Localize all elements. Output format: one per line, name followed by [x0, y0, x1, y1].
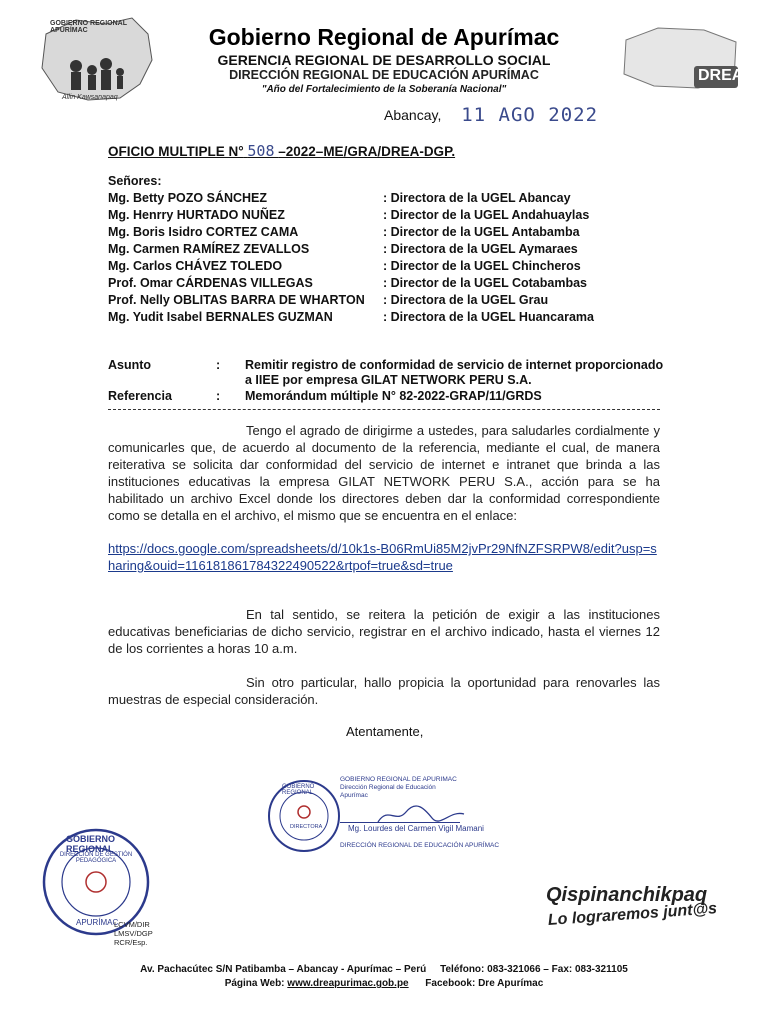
asunto-text: Remitir registro de conformidad de servicio de internet proporcionado a IIEE por empresa GILAT NETWORK PERU S.A.	[245, 358, 664, 387]
year-motto: "Año del Fortalecimiento de la Soberanía Nacional"	[261, 84, 507, 95]
referencia-colon: :	[216, 389, 221, 403]
addressee-role: : Directora de la UGEL Aymaraes	[383, 242, 578, 256]
addressee-role: : Director de la UGEL Cotabambas	[383, 276, 587, 290]
oficio-number	[108, 142, 455, 160]
drea-logo-text: DREA	[698, 67, 744, 84]
addressee-role: : Directora de la UGEL Abancay	[383, 191, 571, 205]
oficio-suffix: –2022–ME/GRA/DREA-DGP.	[278, 144, 456, 159]
seal-ring-text: GOBIERNO REGIONAL	[282, 784, 315, 796]
body-paragraph-3: Sin otro particular, hallo propicia la oportunidad para renovarles las muestras de especial consideración.	[108, 675, 660, 707]
addressee-name: Mg. Yudit Isabel BERNALES GUZMAN	[108, 310, 333, 324]
body-paragraph-2: En tal sentido, se reitera la petición de exigir a las instituciones educativas beneficiarias de dicho servicio, registrar en el archivo indicado, hasta el viernes 12 de los corrientes a horas 10 a.m.	[108, 607, 660, 656]
addressee-name: Mg. Henrry HURTADO NUÑEZ	[108, 208, 285, 222]
direccion-line: DIRECCIÓN REGIONAL DE EDUCACIÓN APURÍMAC	[229, 68, 539, 82]
stamp-line-1: GOBIERNO REGIONAL DE APURIMAC	[340, 776, 457, 783]
seal2-ring-bottom: APURÍMAC	[76, 918, 119, 927]
seal2-ring-top: GOBIERNO REGIONAL	[66, 834, 116, 854]
asunto-label: Asunto	[108, 358, 152, 372]
institution-title: Gobierno Regional de Apurímac	[208, 24, 560, 50]
signer-name: Mg. Lourdes del Carmen Vigil Mamani	[348, 824, 484, 833]
date-stamp: 11 AGO 2022	[461, 104, 599, 126]
addressee-name: Mg. Carmen RAMÍREZ ZEVALLOS	[108, 242, 310, 256]
oficio-num: 508	[247, 142, 275, 160]
signature-line	[340, 822, 460, 823]
separator-line	[108, 409, 660, 410]
footer-address-text: Av. Pachacútec S/N Patibamba – Abancay - Apurímac – Perú	[140, 964, 427, 975]
signature-stamp-text	[340, 776, 500, 800]
footer-web-label: Página Web:	[224, 978, 285, 989]
initials-line: LCVM/DIR	[114, 920, 150, 929]
slogan-quechua: Qispinanchikpaq	[546, 884, 708, 906]
seal2-ring-mid: DIRECCIÓN DE GESTIÓN PEDAGÓGICA	[59, 852, 133, 864]
logo-text-bottom: Allin Kawsanapaq	[62, 94, 118, 101]
logo-text-top: GOBIERNO REGIONAL APURÍMAC	[50, 20, 127, 34]
footer-phone: Teléfono: 083-321066 – Fax: 083-321105	[440, 964, 628, 975]
footer-web-link[interactable]: www.dreapurimac.gob.pe	[287, 978, 409, 989]
gerencia-line: GERENCIA REGIONAL DE DESARROLLO SOCIAL	[217, 52, 551, 68]
addressee-role: : Directora de la UGEL Huancarama	[383, 310, 594, 324]
closing: Atentamente,	[346, 724, 424, 739]
addressees-heading: Señores:	[108, 174, 162, 188]
seal-center-text: DIRECTORA	[290, 824, 323, 830]
stamp-line-2: Dirección Regional de Educación	[340, 784, 436, 791]
body-paragraph-1: Tengo el agrado de dirigirme a ustedes, para saludarles cordialmente y comunicarles que, de acuerdo al documento de la referencia, mediante el cual, de manera reiterativa se solicita dar conformidad del servicio de internet e intranet que brinda a las instituciones educativas la empresa GILAT NETWORK PERU S.A., acción para se ha habilitado un archivo Excel donde los directores deben dar la conformidad correspondiente como se detalla en el archivo, el mismo que se encuentra en el enlace:	[108, 423, 660, 523]
spreadsheet-link[interactable]: https://docs.google.com/spreadsheets/d/10k1s-B06RmUi85M2jvPr29NfNZFSRPW8/edit?usp=sharing&ouid=116181861784322490522&rtpof=true&sd=true	[108, 541, 657, 573]
initials-line: RCR/Esp.	[114, 938, 148, 947]
referencia-text: Memorándum múltiple N° 82-2022-GRAP/11/GRDS	[245, 389, 542, 403]
addressee-name: Mg. Boris Isidro CORTEZ CAMA	[108, 225, 299, 239]
date-label: Abancay,	[384, 107, 442, 123]
stamp-line-3: Apurímac	[340, 792, 368, 799]
addressee-role: : Director de la UGEL Andahuaylas	[383, 208, 590, 222]
slogan-spanish: Lo lograremos junt@s	[547, 900, 718, 929]
asunto-colon: :	[216, 358, 221, 372]
director-seal	[266, 778, 342, 854]
referencia-label: Referencia	[108, 389, 172, 403]
addressee-name: Mg. Betty POZO SÁNCHEZ	[108, 191, 268, 205]
addressee-name: Prof. Omar CÁRDENAS VILLEGAS	[108, 276, 313, 290]
addressee-role: : Director de la UGEL Antabamba	[383, 225, 580, 239]
date-line	[384, 104, 598, 126]
oficio-prefix: OFICIO MULTIPLE N°	[108, 144, 244, 159]
initials	[114, 920, 153, 947]
footer-address	[0, 964, 768, 975]
addressee-name: Prof. Nelly OBLITAS BARRA DE WHARTON	[108, 293, 365, 307]
addressee-name: Mg. Carlos CHÁVEZ TOLEDO	[108, 259, 283, 273]
addressee-role: : Director de la UGEL Chincheros	[383, 259, 581, 273]
footer-facebook: Facebook: Dre Apurímac	[425, 978, 544, 989]
footer-web	[0, 978, 768, 989]
addressee-role: : Directora de la UGEL Grau	[383, 293, 549, 307]
signer-position: DIRECCIÓN REGIONAL DE EDUCACIÓN APURÍMAC	[340, 842, 500, 849]
initials-line: LMSV/DGP	[114, 929, 153, 938]
